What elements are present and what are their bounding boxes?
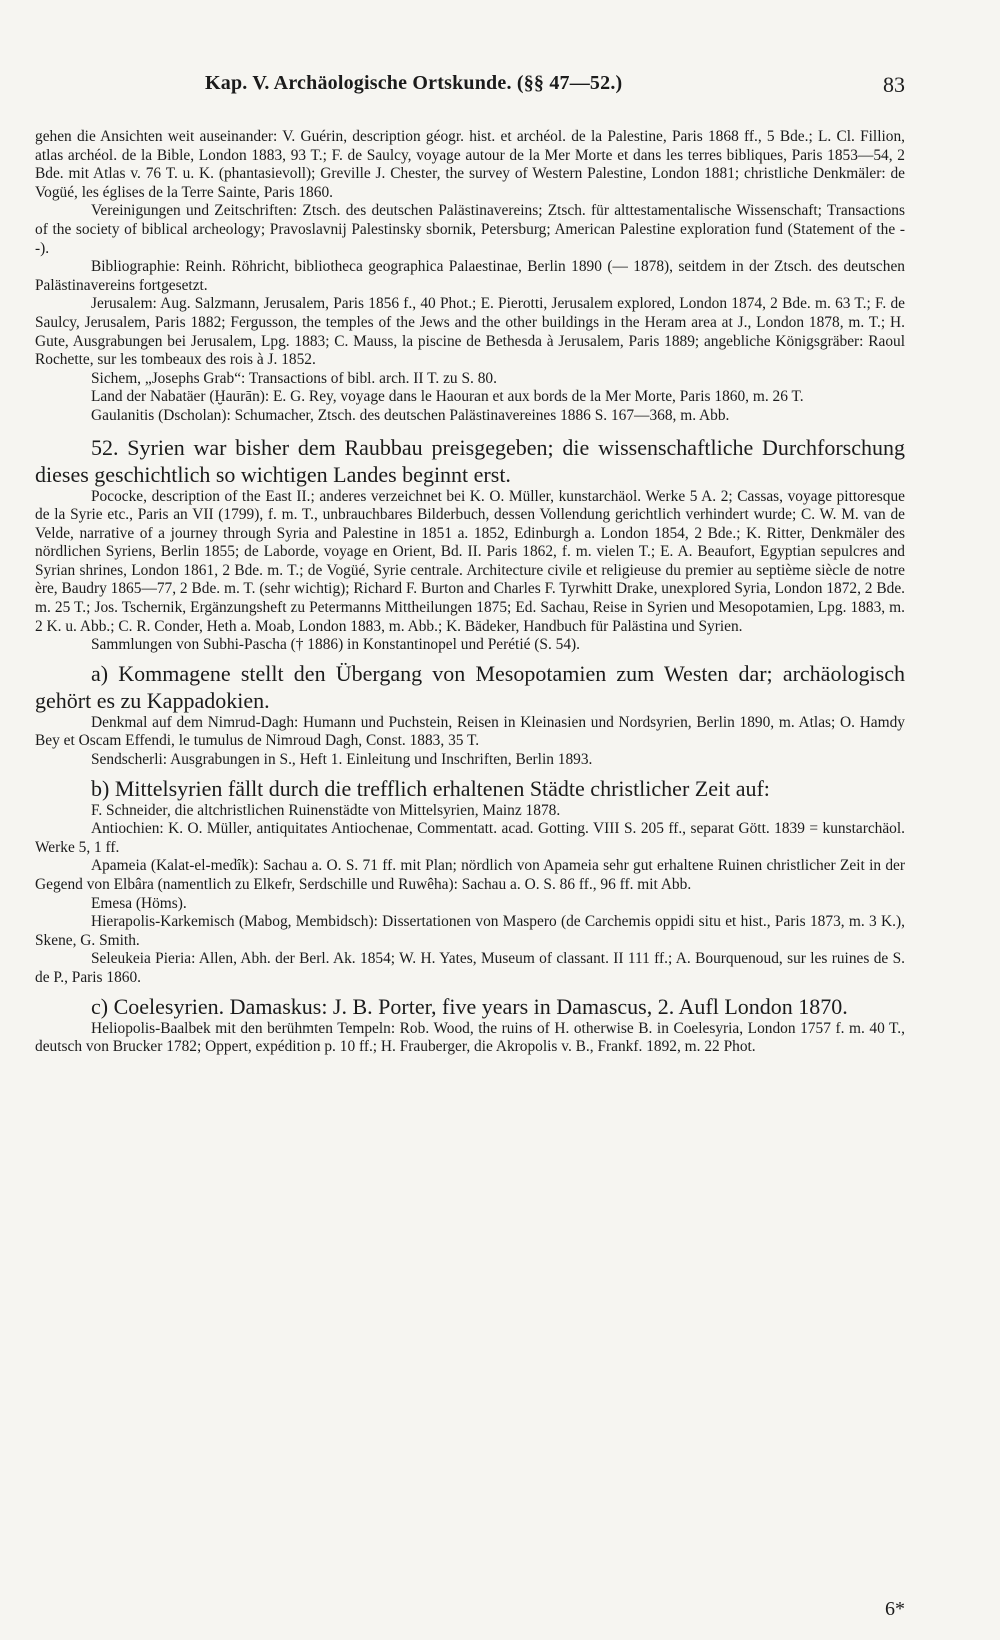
subsection-kommagene: a) Kommagene stellt den Übergang von Mesopotamien zum Westen dar; archäologisch gehört es zu Kappadokien. — [35, 660, 905, 713]
paragraph-references-palestine: gehen die Ansichten weit auseinander: V. Guérin, description géogr. hist. et archéol. de la Palestine, Paris 1868 ff., 5 Bde.; L. Cl. Fillion, atlas archéol. de la Bible, London 1883, 93 T.; F. de Saulcy, voyage autour de la Mer Morte et dans les terres bibliques, Paris 1853—54, 2 Bde. mit Atlas v. 76 T. u. K. (phantasievoll); Greville J. Chester, the survey of Western Palestine, London 1881; christliche Denkmäler: de Vogüé, les églises de la Terre Sainte, Paris 1860. — [35, 128, 905, 201]
paragraph-nimrud-dagh: Denkmal auf dem Nimrud-Dagh: Humann und Puchstein, Reisen in Kleinasien und Nordsyrien, Berlin 1890, m. Atlas; O. Hamdy Bey et Oscam Effendi, le tumulus de Nimroud Dagh, Const. 1883, 35 T. — [35, 713, 905, 750]
paragraph-sichem: Sichem, „Josephs Grab“: Transactions of bibl. arch. II T. zu S. 80. — [91, 369, 497, 387]
subsection-mittelsyrien: b) Mittelsyrien fällt durch die trefflich erhaltenen Städte christlicher Zeit auf: — [91, 775, 770, 801]
paragraph-sendscherli: Sendscherli: Ausgrabungen in S., Heft 1. Einleitung und Inschriften, Berlin 1893. — [91, 751, 593, 769]
paragraph-apameia: Apameia (Kalat-el-medîk): Sachau a. O. S. 71 ff. mit Plan; nördlich von Apameia sehr gut erhaltene Ruinen christlicher Zeit in der Gegend von Elbâra (namentlich zu Elkefr, Serdschille und Ruwêha): Sachau a. O. S. 86 ff., 96 ff. mit Abb. — [35, 857, 905, 893]
paragraph-schneider: F. Schneider, die altchristlichen Ruinenstädte von Mittelsyrien, Mainz 1878. — [91, 801, 561, 819]
paragraph-antiochien: Antiochien: K. O. Müller, antiquitates Antiochenae, Commentatt. acad. Gotting. VIII S. 205 ff., separat Gött. 1839 = kunstarchäol. Werke 5, 1 ff. — [35, 820, 905, 856]
paragraph-nabataeans: Land der Nabatäer (Ḫaurān): E. G. Rey, voyage dans le Haouran et aux bords de la Mer Morte, Paris 1860, m. 26 T. — [91, 388, 804, 406]
running-title: Kap. V. Archäologische Ortskunde. (§§ 47—52.) — [205, 72, 623, 94]
paragraph-collections: Sammlungen von Subhi-Pascha († 1886) in Konstantinopel und Perétié (S. 54). — [91, 636, 581, 654]
paragraph-syria-literature: Pococke, description of the East II.; anderes verzeichnet bei K. O. Müller, kunstarchäol. Werke 5 A. 2; Cassas, voyage pittoresque de la Syrie etc., Paris an VII (1799), f. m. T., unbrauchbares Bilderbuch, dessen Vollendung gerichtlich verhindert wurde; C. W. M. van de Velde, narrative of a journey through Syria and Palestine in 1851 a. 1852, Edinburgh a. London 1854, 2 Bde.; K. Ritter, Denkmäler des nördlichen Syriens, Berlin 1855; de Laborde, voyage en Orient, Bd. II. Paris 1862, f. m. vielen T.; E. A. Beaufort, Egyptian sepulcres and Syrian shrines, London 1861, 2 Bde. m. T.; de Vogüé, Syrie centrale. Architecture civile et religieuse du premier au septième siècle de notre ère, Baudry 1865—77, 2 Bde. m. T. (sehr wichtig); Richard F. Burton and Charles F. Tyrwhitt Drake, unexplored Syria, London 1872, 2 Bde. m. 25 T.; Jos. Tschernik, Ergänzungsheft zu Petermanns Mittheilungen 1875; Ed. Sachau, Reise in Syrien und Mesopotamien, Lpg. 1883, m. 2 K. u. Abb.; C. R. Conder, Heth a. Moab, London 1883, m. Abb.; K. Bädeker, Handbuch für Palästina und Syrien. — [35, 487, 905, 635]
paragraph-hierapolis: Hierapolis-Karkemisch (Mabog, Membidsch): Dissertationen von Maspero (de Carchemis oppidi situ et hist., Paris 1873, m. 3 K.), Skene, G. Smith. — [35, 913, 905, 949]
body-text — [35, 128, 905, 1057]
paragraph-seleukeia: Seleukeia Pieria: Allen, Abh. der Berl. Ak. 1854; W. H. Yates, Museum of classant. II 111 ff.; A. Bourquenoud, sur les ruines de S. de P., Paris 1860. — [35, 950, 905, 986]
subsection-coelesyrien: c) Coelesyrien. Damaskus: J. B. Porter, five years in Damascus, 2. Aufl London 1870. — [91, 993, 848, 1019]
page-header — [205, 72, 905, 102]
paragraph-gaulanitis: Gaulanitis (Dscholan): Schumacher, Ztsch. des deutschen Palästinavereines 1886 S. 167—368, m. Abb. — [91, 406, 730, 424]
signature-mark: 6* — [885, 1598, 905, 1620]
page-number: 83 — [883, 72, 905, 97]
paragraph-societies-journals: Vereinigungen und Zeitschriften: Ztsch. des deutschen Palästinavereins; Ztsch. für alttestamentalische Wissenschaft; Transactions of the society of biblical archeology; Pravoslavnij Palestinsky sbornik, Petersburg; American Palestine exploration fund (Statement of the - -). — [35, 202, 905, 257]
paragraph-heliopolis: Heliopolis-Baalbek mit den berühmten Tempeln: Rob. Wood, the ruins of H. otherwise B. in Coelesyria, London 1757 f. m. 40 T., deutsch von Brucker 1782; Oppert, expédition p. 10 ff.; H. Frauberger, die Akropolis v. B., Frankf. 1892, m. 22 Phot. — [35, 1019, 905, 1056]
section-52-syria-heading: 52. Syrien war bisher dem Raubbau preisgegeben; die wissenschaftliche Durchforschung dieses geschichtlich so wichtigen Landes beginnt erst. — [35, 434, 905, 487]
paragraph-emesa: Emesa (Höms). — [91, 894, 187, 912]
paragraph-jerusalem: Jerusalem: Aug. Salzmann, Jerusalem, Paris 1856 f., 40 Phot.; E. Pierotti, Jerusalem explored, London 1874, 2 Bde. m. 63 T.; F. de Saulcy, Jerusalem, Paris 1882; Fergusson, the temples of the Jews and the other buildings in the Heram area at J., London 1878, m. T.; H. Gute, Ausgrabungen bei Jerusalem, Lpg. 1883; C. Mauss, la piscine de Bethesda à Jerusalem, Paris 1889; angebliche Königsgräber: Raoul Rochette, sur les tombeaux des rois à J. 1852. — [35, 295, 905, 369]
paragraph-bibliography: Bibliographie: Reinh. Röhricht, bibliotheca geographica Palaestinae, Berlin 1890 (— 1878), seitdem in der Ztsch. des deutschen Palästinavereins fortgesetzt. — [35, 258, 905, 294]
